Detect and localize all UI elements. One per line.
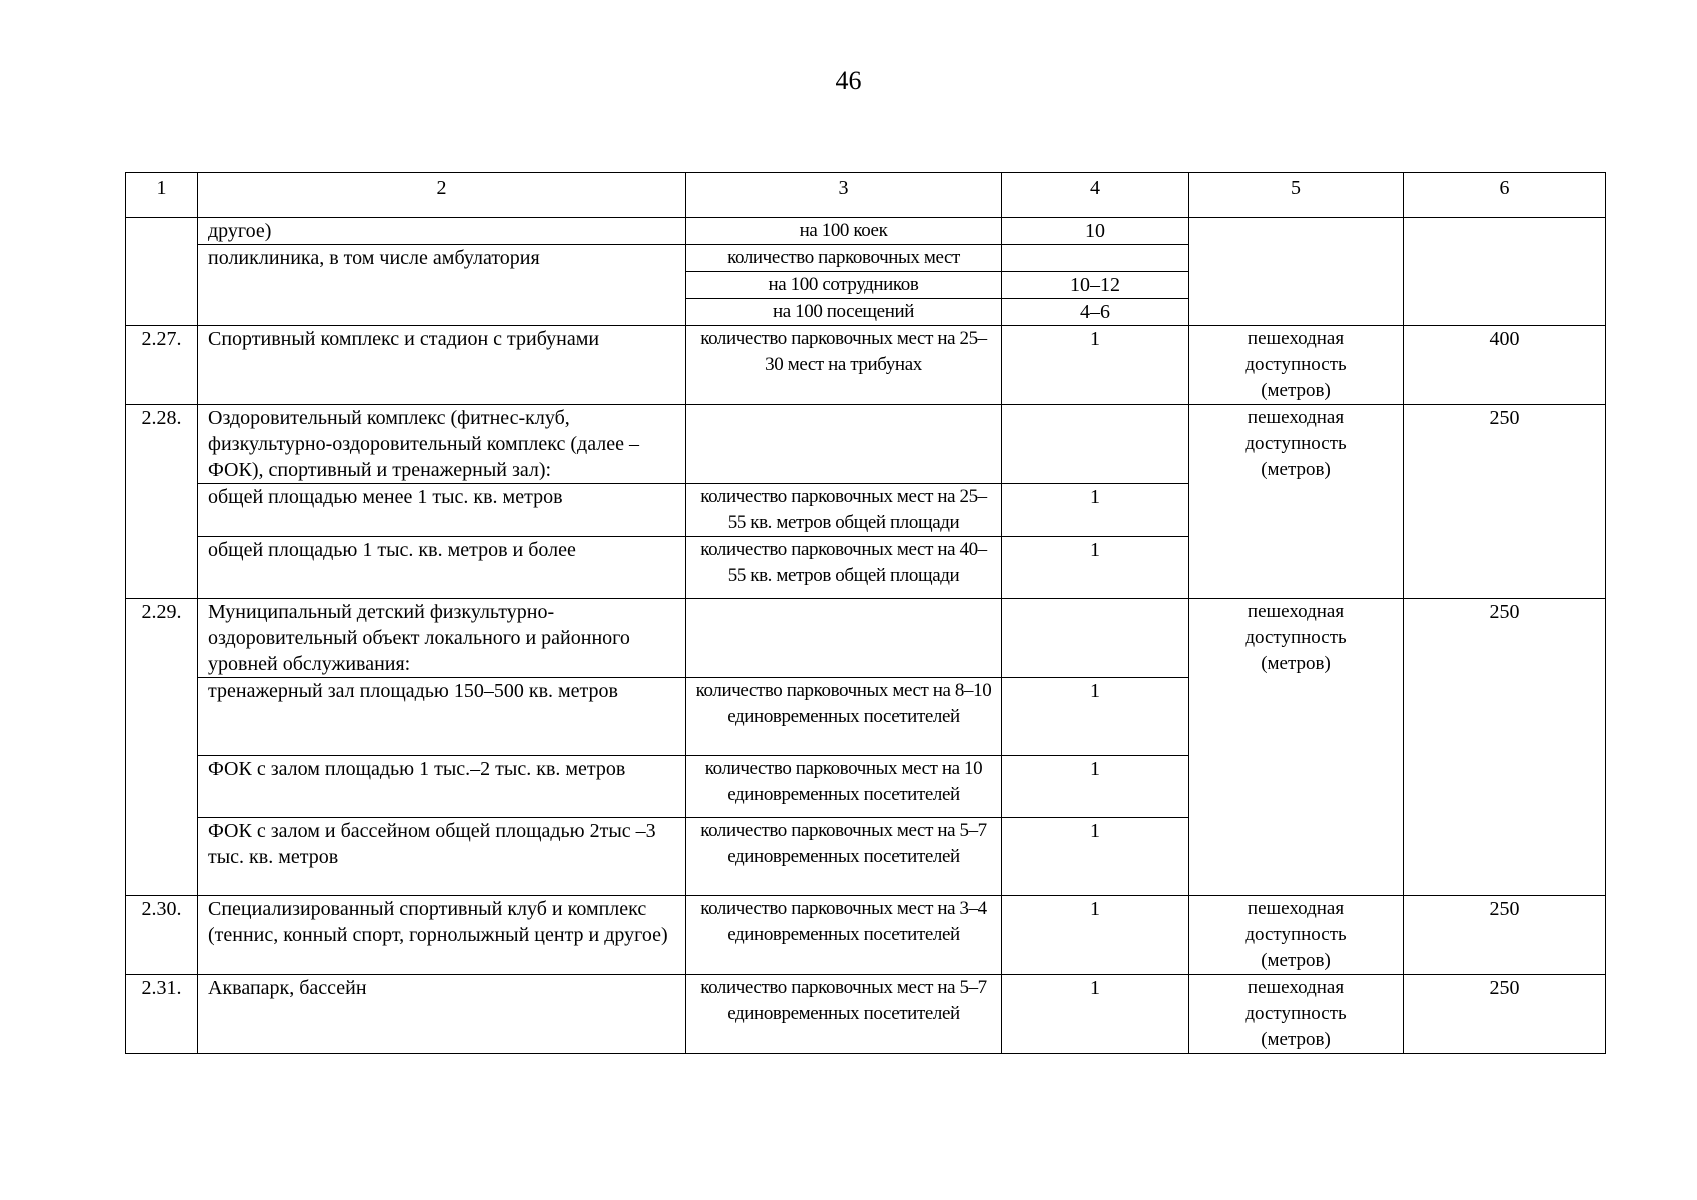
row-number-cell: 2.29. xyxy=(126,599,198,896)
object-name-cell: тренажерный зал площадью 150–500 кв. метров xyxy=(198,678,686,756)
accessibility-line: (метров) xyxy=(1261,380,1331,401)
object-name-cell: Спортивный комплекс и стадион с трибунами xyxy=(198,326,686,405)
accessibility-cell xyxy=(1189,405,1404,599)
object-name-cell: другое) xyxy=(198,218,686,245)
unit-cell: количество парковочных мест на 8–10 единовременных посетителей xyxy=(686,678,1002,756)
object-name-cell: общей площадью 1 тыс. кв. метров и более xyxy=(198,537,686,599)
accessibility-cell xyxy=(1189,326,1404,405)
accessibility-line: пешеходная xyxy=(1247,601,1345,622)
value-cell: 1 xyxy=(1002,678,1189,756)
unit-cell: количество парковочных мест на 3–4 единовременных посетителей xyxy=(686,896,1002,975)
header-cell: 6 xyxy=(1404,173,1606,218)
object-name-cell: Муниципальный детский физкультурно-оздоровительный объект локального и районного уровней обслуживания: xyxy=(198,599,686,678)
unit-cell xyxy=(686,405,1002,484)
value-cell xyxy=(1002,405,1189,484)
table-row xyxy=(126,326,1606,405)
object-name-cell: ФОК с залом и бассейном общей площадью 2тыс –3 тыс. кв. метров xyxy=(198,818,686,896)
object-name-cell: общей площадью менее 1 тыс. кв. метров xyxy=(198,484,686,537)
distance-cell: 250 xyxy=(1404,405,1606,599)
unit-cell: количество парковочных мест на 25–30 мест на трибунах xyxy=(686,326,1002,405)
row-number-cell xyxy=(126,218,198,326)
distance-cell: 250 xyxy=(1404,975,1606,1054)
unit-cell: на 100 посещений xyxy=(686,299,1002,326)
distance-cell: 400 xyxy=(1404,326,1606,405)
value-cell: 1 xyxy=(1002,756,1189,818)
distance-cell xyxy=(1404,218,1606,326)
accessibility-line: (метров) xyxy=(1261,459,1331,480)
page-number: 46 xyxy=(835,66,862,95)
object-name-cell: Аквапарк, бассейн xyxy=(198,975,686,1054)
object-name-cell: Специализированный спортивный клуб и комплекс (теннис, конный спорт, горнолыжный центр и другое) xyxy=(198,896,686,975)
accessibility-cell xyxy=(1189,896,1404,975)
object-name-cell: Оздоровительный комплекс (фитнес-клуб, физкультурно-оздоровительный комплекс (далее –ФОК), спортивный и тренажерный зал): xyxy=(198,405,686,484)
unit-cell xyxy=(686,599,1002,678)
accessibility-line: (метров) xyxy=(1261,950,1331,971)
distance-cell: 250 xyxy=(1404,896,1606,975)
value-cell: 1 xyxy=(1002,537,1189,599)
value-cell: 10 xyxy=(1002,218,1189,245)
object-name-cell: поликлиника, в том числе амбулатория xyxy=(198,245,686,326)
value-cell xyxy=(1002,599,1189,678)
header-cell: 4 xyxy=(1002,173,1189,218)
object-name-cell: ФОК с залом площадью 1 тыс.–2 тыс. кв. метров xyxy=(198,756,686,818)
value-cell: 1 xyxy=(1002,326,1189,405)
accessibility-line: пешеходная xyxy=(1247,898,1345,919)
table-header-row xyxy=(126,173,1606,218)
unit-cell: количество парковочных мест xyxy=(686,245,1002,272)
unit-cell: количество парковочных мест на 40–55 кв. метров общей площади xyxy=(686,537,1002,599)
value-cell xyxy=(1002,245,1189,272)
accessibility-cell xyxy=(1189,975,1404,1054)
row-number-cell: 2.27. xyxy=(126,326,198,405)
unit-cell: на 100 сотрудников xyxy=(686,272,1002,299)
value-cell: 1 xyxy=(1002,484,1189,537)
accessibility-line: пешеходная xyxy=(1247,977,1345,998)
accessibility-line: доступность xyxy=(1245,924,1347,945)
accessibility-line: доступность xyxy=(1245,354,1347,375)
value-cell: 1 xyxy=(1002,975,1189,1054)
row-number-cell: 2.30. xyxy=(126,896,198,975)
unit-cell: количество парковочных мест на 10 единовременных посетителей xyxy=(686,756,1002,818)
table-row xyxy=(126,975,1606,1054)
row-number-cell: 2.31. xyxy=(126,975,198,1054)
accessibility-line: (метров) xyxy=(1261,1029,1331,1050)
value-cell: 10–12 xyxy=(1002,272,1189,299)
accessibility-line: пешеходная xyxy=(1247,407,1345,428)
value-cell: 1 xyxy=(1002,896,1189,975)
value-cell: 1 xyxy=(1002,818,1189,896)
accessibility-cell xyxy=(1189,599,1404,896)
accessibility-line: доступность xyxy=(1245,1003,1347,1024)
unit-cell: количество парковочных мест на 5–7 единовременных посетителей xyxy=(686,975,1002,1054)
row-number-cell: 2.28. xyxy=(126,405,198,599)
unit-cell: количество парковочных мест на 25–55 кв. метров общей площади xyxy=(686,484,1002,537)
unit-cell: на 100 коек xyxy=(686,218,1002,245)
table-row xyxy=(126,896,1606,975)
header-cell: 2 xyxy=(198,173,686,218)
accessibility-line: пешеходная xyxy=(1247,328,1345,349)
accessibility-line: доступность xyxy=(1245,433,1347,454)
accessibility-cell xyxy=(1189,218,1404,326)
header-cell: 1 xyxy=(126,173,198,218)
header-cell: 3 xyxy=(686,173,1002,218)
table-row xyxy=(126,405,1606,484)
header-cell: 5 xyxy=(1189,173,1404,218)
accessibility-line: доступность xyxy=(1245,627,1347,648)
accessibility-line: (метров) xyxy=(1261,653,1331,674)
table-row xyxy=(126,599,1606,678)
parking-norms-table xyxy=(125,172,1606,1054)
table-row xyxy=(126,218,1606,245)
distance-cell: 250 xyxy=(1404,599,1606,896)
unit-cell: количество парковочных мест на 5–7 единовременных посетителей xyxy=(686,818,1002,896)
value-cell: 4–6 xyxy=(1002,299,1189,326)
